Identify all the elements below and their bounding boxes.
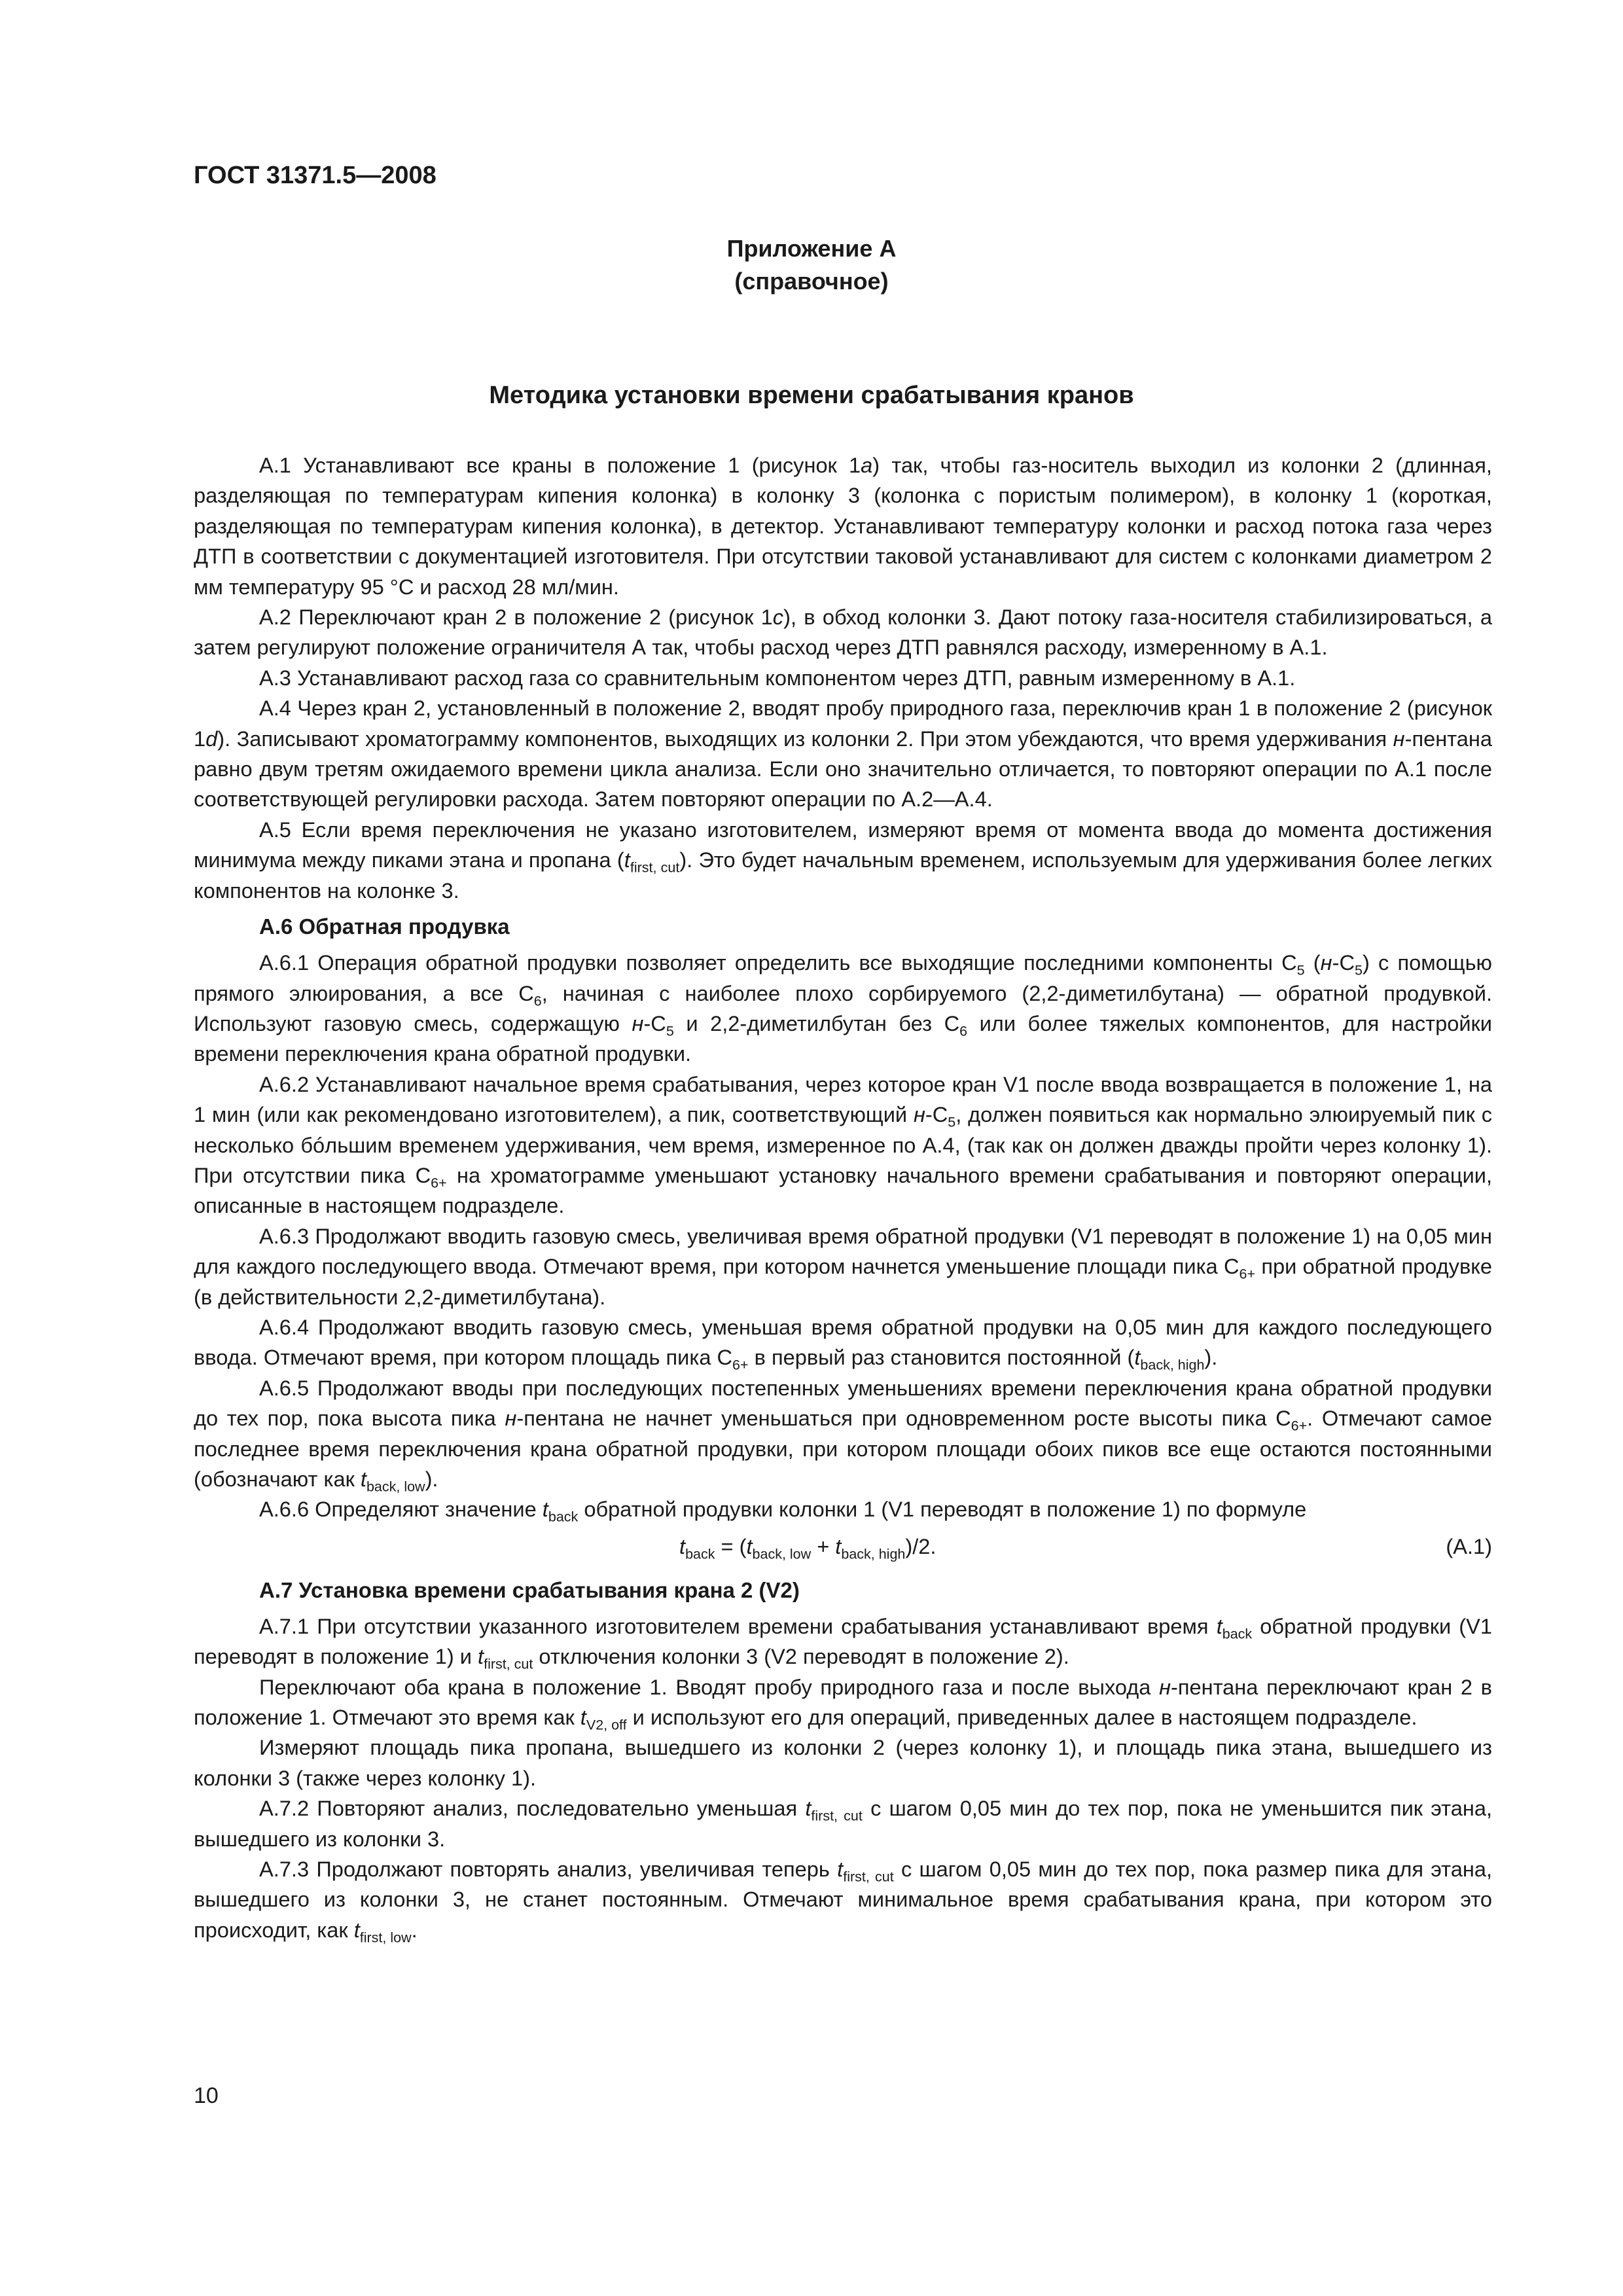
appendix-title: Приложение А	[726, 235, 897, 262]
paragraph-a2: А.2 Переключают кран 2 в положение 2 (рисунок 1с), в обход колонки 3. Дают потоку газа-носителя стабилизироваться, а затем регулируют положение ограничителя А так, чтобы расход через ДТП равнялся расходу, измеренному в А.1.	[194, 605, 1493, 660]
paragraph-a6-3: А.6.3 Продолжают вводить газовую смесь, увеличивая время обратной продувки (V1 переводят в положение 1) на 0,05 мин для каждого последующего ввода. Отмечают время, при котором начнется уменьшение площади пика $С_{6+}$ при обратной продувке (в действительности 2,2-диметилбутана).	[194, 1223, 1492, 1309]
document-body	[194, 450, 1492, 1945]
paragraph-a7-3: А.7.3 Продолжают повторять анализ, увеличивая теперь $t_{first, cut}$ с шагом 0,05 мин до тех пор, пока размер пика для этана, вышедшего из колонки 3, не станет постоянным. Отмечают минимальное время срабатывания крана, при котором это происходит, как $t_{first, low}$.	[194, 1857, 1492, 1946]
paragraph-a5: А.5 Если время переключения не указано изготовителем, измеряют время от момента ввода до момента достижения минимума между пиками этана и пропана $(t_{first, cut})$. Это будет начальным временем, используемым для удерживания более легких компонентов на колонке 3.	[194, 817, 1493, 903]
section-title: Методика установки времени срабатывания кранов	[489, 382, 1134, 409]
appendix-heading	[0, 232, 1623, 298]
paragraph-a7-2: А.7.2 Повторяют анализ, последовательно уменьшая $t_{first, cut}$ с шагом 0,05 мин до тех пор, пока не уменьшится пик этана, вышедшего из колонки 3.	[194, 1796, 1493, 1851]
paragraph-a6-4: А.6.4 Продолжают вводить газовую смесь, уменьшая время обратной продувки на 0,05 мин для каждого последующего ввода. Отмечают время, при котором площадь пика $С_{6+}$ в первый раз становится постоянной $(t_{back, high})$.	[194, 1314, 1492, 1373]
paragraph-a7-1: А.7.1 При отсутствии указанного изготовителем времени срабатывания устанавливают время $t_{back}$ обратной продувки (V1 переводят в положение 1) и $t_{first, cut}$ отключения колонки 3 (V2 переводят в положение 2).	[194, 1613, 1492, 1672]
formula-number: (А.1)	[1446, 1534, 1492, 1558]
paragraph-a1: А.1 Устанавливают все краны в положение 1 (рисунок 1a) так, чтобы газ-носитель выходил из колонки 2 (длинная, разделяющая по температурам кипения колонка) в колонку 3 (колонка с пористым полимером), в колонку 1 (короткая, разделяющая по температурам кипения колонка), в детектор. Устанавливают температуру колонки и расход потока газа через ДТП в соответствии с документацией изготовителя. При отсутствии таковой устанавливают для систем с колонками диаметром 2 мм температуру 95 °С и расход 28 мл/мин.	[194, 453, 1492, 599]
paragraph-a4: А.4 Через кран 2, установленный в положение 2, вводят пробу природного газа, переключив кран 1 в положение 2 (рисунок 1d). Записывают хроматограмму компонентов, выходящих из колонки 2. При этом убеждаются, что время удерживания н-пентана равно двум третям ожидаемого времени цикла анализа. Если оно значительно отличается, то повторяют операции по А.1 после соответствующей регулировки расхода. Затем повторяют операции по А.2—А.4.	[194, 696, 1492, 812]
page-number: 10	[194, 2083, 219, 2108]
paragraph-a6-6: А.6.6 Определяют значение $t_{back}$ обратной продувки колонки 1 (V1 переводят в положение 1) по формуле	[259, 1497, 1307, 1525]
paragraph-a6-1: А.6.1 Операция обратной продувки позволяет определить все выходящие последними компоненты $С_5$ $(н-С_5)$ с помощью прямого элюирования, а все $С_6$, начиная с наиболее плохо сорбируемого (2,2-диметилбутана) — обратной продувкой. Используют газовую смесь, содержащую $н-С_5$ и 2,2-диметилбутан без $С_6$ или более тяжелых компонентов, для настройки времени переключения крана обратной продувки.	[194, 950, 1492, 1066]
paragraph-a7-1-b: Переключают оба крана в положение 1. Вводят пробу природного газа и после выхода н-пентана переключают кран 2 в положение 1. Отмечают это время как $t_{V2, off}$ и используют его для операций, приведенных далее в настоящем подразделе.	[194, 1674, 1492, 1733]
paragraph-a6-5: А.6.5 Продолжают вводы при последующих постепенных уменьшениях времени переключения крана обратной продувки до тех пор, пока высота пика н-пентана не начнет уменьшаться при одновременном росте высоты пика $С_{6+}$. Отмечают самое последнее время переключения крана обратной продувки, при котором площади обоих пиков все еще остаются постоянными (обозначают как $t_{back, low}$).	[194, 1375, 1492, 1495]
paragraph-a6-2: А.6.2 Устанавливают начальное время срабатывания, через которое кран V1 после ввода возвращается в положение 1, на 1 мин (или как рекомендовано изготовителем), а пик, соответствующий $н-С_5$, должен появиться как нормально элюируемый пик с несколько бóльшим временем удерживания, чем время, измеренное по А.4, (так как он должен дважды пройти через колонку 1). При отсутствии пика $С_{6+}$ на хроматограмме уменьшают установку начального времени срабатывания и повторяют операции, описанные в настоящем подразделе.	[194, 1071, 1493, 1218]
paragraph-a3: А.3 Устанавливают расход газа со сравнительным компонентом через ДТП, равным измеренному в А.1.	[259, 665, 1296, 690]
subsection-heading-a6: А.6 Обратная продувка	[259, 914, 510, 939]
standard-header: ГОСТ 31371.5—2008	[194, 162, 437, 189]
formula-expression: $t_{back} = (t_{back, low} + t_{back, high})/2$.	[679, 1534, 936, 1562]
subsection-heading-a7: А.7 Установка времени срабатывания крана 2 (V2)	[259, 1577, 800, 1602]
formula-a1	[194, 1532, 1492, 1562]
appendix-status: (справочное)	[734, 268, 889, 295]
paragraph-a7-1-c: Измеряют площадь пика пропана, вышедшего из колонки 2 (через колонку 1), и площадь пика этана, вышедшего из колонки 3 (также через колонку 1).	[194, 1735, 1492, 1790]
